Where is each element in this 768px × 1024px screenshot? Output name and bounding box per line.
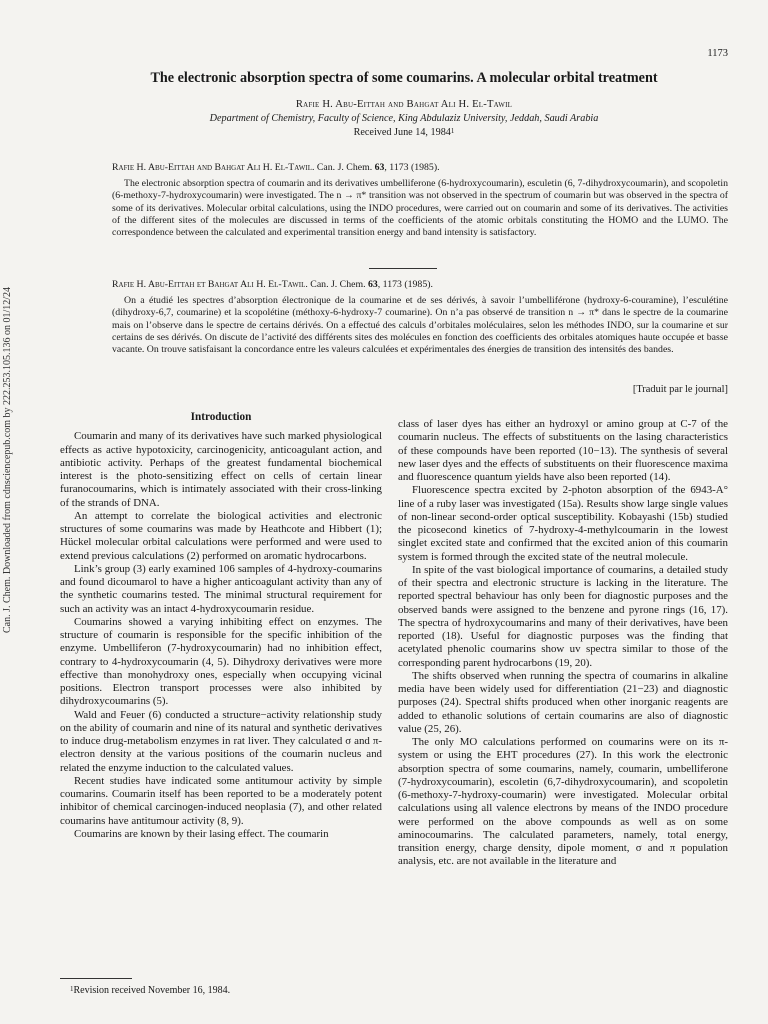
footnote [70, 985, 230, 996]
paragraph: Recent studies have indicated some antitumour activity by simple coumarins. Coumarin itself has been reported to be a moderately potent inhibitor of chemical carcinogen-induced neoplasia (7), and other related coumarins have antitumour activity (8, 9). [60, 774, 382, 827]
paragraph: Link’s group (3) early examined 106 samples of 4-hydroxy-coumarins and found dicoumarol to have a higher anticoagulant activity than any of the synthetic coumarins tested. The minimal structural requirement for such an activity was an intact 4-hydroxycoumarin residue. [60, 562, 382, 615]
abstract-citation-en: Rafie H. Abu-Eittah and Bahgat Ali H. El-Tawil. Can. J. Chem. 63, 1173 (1985). [112, 162, 440, 173]
article-header [80, 70, 728, 138]
paragraph: An attempt to correlate the biological activities and electronic structures of some coumarins was made by Heathcote and Hibbert (1); Hückel molecular orbital calculations were performed and were used to extend previous calculations (2) performed on aromatic hydrocarbons. [60, 509, 382, 562]
article-title: The electronic absorption spectra of some coumarins. A molecular orbital treatment [150, 70, 658, 86]
paragraph: The shifts observed when running the spectra of coumarins in alkaline media have been widely used for differentiation (21−23) and diagnostic purposes (24). Spectral shifts produced when other inorganic reagents are added to ethanolic solutions of certain coumarins are also of diagnostic value (25, 26). [398, 669, 728, 735]
left-column [60, 411, 382, 841]
abstract-body-fr: On a étudié les spectres d’absorption électronique de la coumarine et de ses dérivés, à savoir l’umbelliférone (hydroxy-6-couramine), l’esculétine (dihydroxy-6,7, coumarine) et la scopolétine (méthoxy-6-hydroxy-7 coumarine). On n’a pas observé de transition n → π* dans le spectre de la coumarine mais on l’observe dans le spectre de certains dérivés. On a effectué des calculs d’orbitales moléculaires, selon les méthodes INDO, sur la coumarine et sur certains de ses dérivés. On discute de l’activité des différents sites des molécules en fonction des coefficients des orbitales atomiques haute occupée et basse vacante. On trouve satisfaisant la concordance entre les valeurs calculées et expérimentales des énergies de transition des intensités des bandes. [112, 295, 728, 356]
footnote-mark: 1 [70, 985, 74, 993]
introduction-heading: Introduction [190, 411, 252, 423]
abstract-body-en: The electronic absorption spectra of coumarin and its derivatives umbelliferone (6-hydroxycoumarin), esculetin (6, 7-dihydroxycoumarin), and scopoletin (6-methoxy-7-hydroxycoumarin) were investigated. The n → π* transition was not observed in the spectrum of coumarin but was observed in the spectra of some of its derivatives. Molecular orbital calculations, using the INDO procedures, were carried out on coumarin and some of its derivatives. The activities of the different sites of the molecules are discussed in terms of the coefficients of the atomic orbitals constituting the HOMO and the LUMO. The correspondence between the calculated and experimental transition energy and band intensity is satisfactory. [112, 178, 728, 239]
abstract-english [112, 162, 728, 239]
right-column [398, 418, 728, 869]
paragraph: Coumarins are known by their lasing effect. The coumarin [74, 827, 329, 840]
citation-volume-en: 63 [374, 162, 385, 173]
abstract-divider [369, 268, 437, 269]
citation-authors-fr: Rafie H. Abu-Eittah et Bahgat Ali H. El-Tawil. [112, 279, 308, 290]
page-number: 1173 [707, 48, 728, 59]
abstract-french [112, 279, 728, 356]
paragraph: Coumarins showed a varying inhibiting effect on enzymes. The structure of coumarin is responsible for the specific inhibition of the enzyme. Umbelliferon (7-hydroxycoumarin) had no inhibition effect, contrary to 4-hydroxycoumarin (4, 5). Dihydroxy derivatives were more effective than monohydroxy ones, especially when occupying vicinal positions. Electron transport processes were also inhibited by dihydroxycoumarins (5). [60, 615, 382, 708]
footnote-rule [60, 978, 132, 979]
translation-note: [Traduit par le journal] [632, 384, 728, 395]
article-authors: Rafie H. Abu-Eittah and Bahgat Ali H. El-Tawil [295, 99, 513, 110]
author-affiliation: Department of Chemistry, Faculty of Science, King Abdulaziz University, Jeddah, Saudi Arabia [209, 113, 599, 124]
paragraph: In spite of the vast biological importance of coumarins, a detailed study of their spectra and electronic structure is lacking in the literature. The reported spectral behaviour has only been for diagnostic purposes and the observed bands were assigned to the benzene and pyrone rings (16, 17). The spectra of hydroxycoumarins and many of their derivatives, have been reported (18). Useful for diagnostic purposes was the finding that acetylated phenolic coumarins show uv spectra similar to those of the corresponding parent hydrocarbons (19, 20). [398, 563, 728, 669]
abstract-citation-fr: Rafie H. Abu-Eittah et Bahgat Ali H. El-Tawil. Can. J. Chem. 63, 1173 (1985). [112, 279, 433, 290]
paragraph: Coumarin and many of its derivatives have such marked physiological effects as active hypotoxicity, carcinogenicity, anticoagulant action, and antibiotic activity. Perhaps of the greatest fundamental biochemical interest is the photo-sensitizing effect on cells of certain linear furanocoumarins, which is intimately associated with their cross-linking of the strands of DNA. [60, 430, 382, 509]
paragraph: The only MO calculations performed on coumarins were on its π-system or using the EHT procedures (27). In this work the electronic absorption spectra of some coumarins, namely, coumarin, umbelliferone (7-hydroxycoumarin), escoletin (6,7-dihydroxycoumarin), and scopoletin (6-methoxy-7-hydroxy-coumarin) were investigated. Molecular orbital calculations using all valence electrons by means of the INDO procedure were performed on the above compounds as well as on some aminocoumarins. The calculated parameters, namely, total energy, transition energy, charge density, dipole moment, σ and π population analysis, etc. are not available in the literature and [398, 736, 728, 868]
paragraph: Wald and Feuer (6) conducted a structure−activity relationship study on the ability of coumarin and nine of its natural and synthetic derivatives to induce drug-metabolism enzymes in rat liver. They calculated σ and π-electron density at the various positions of the coumarin nucleus and related the enzyme induction to the calculated values. [60, 708, 382, 774]
footnote-text: Revision received November 16, 1984. [73, 985, 231, 996]
citation-authors-en: Rafie H. Abu-Eittah and Bahgat Ali H. El-Tawil. [112, 162, 315, 173]
received-date: Received June 14, 1984$^1$ [353, 127, 455, 138]
download-watermark: Can. J. Chem. Downloaded from cdnsciencepub.com by 222.253.105.136 on 01/12/24 [2, 286, 13, 634]
paragraph: class of laser dyes has either an hydroxyl or amino group at C-7 of the coumarin nucleus. The effects of substituents on the lasing characteristics of these compounds have been reported (10−13). The synthesis of several new laser dyes and the effects of substituents on their fluorescence maxima and fluorescence quantum yields have also been reported (14). [398, 418, 728, 483]
paragraph: Fluorescence spectra excited by 2-photon absorption of the 6943-A° line of a ruby laser was investigated (15a). Results show large single values of non-linear second-order optical susceptibility. Kobayashi (15b) studied the picosecond kinetics of 7-hydroxy-4-methylcoumarin in the lowest singlet excited state and confirmed that the excited anion of this coumarin system is formed through the excited state of the neutral molecule. [398, 484, 728, 563]
citation-volume-fr: 63 [367, 279, 378, 290]
received-footnote-mark: 1 [450, 127, 455, 135]
